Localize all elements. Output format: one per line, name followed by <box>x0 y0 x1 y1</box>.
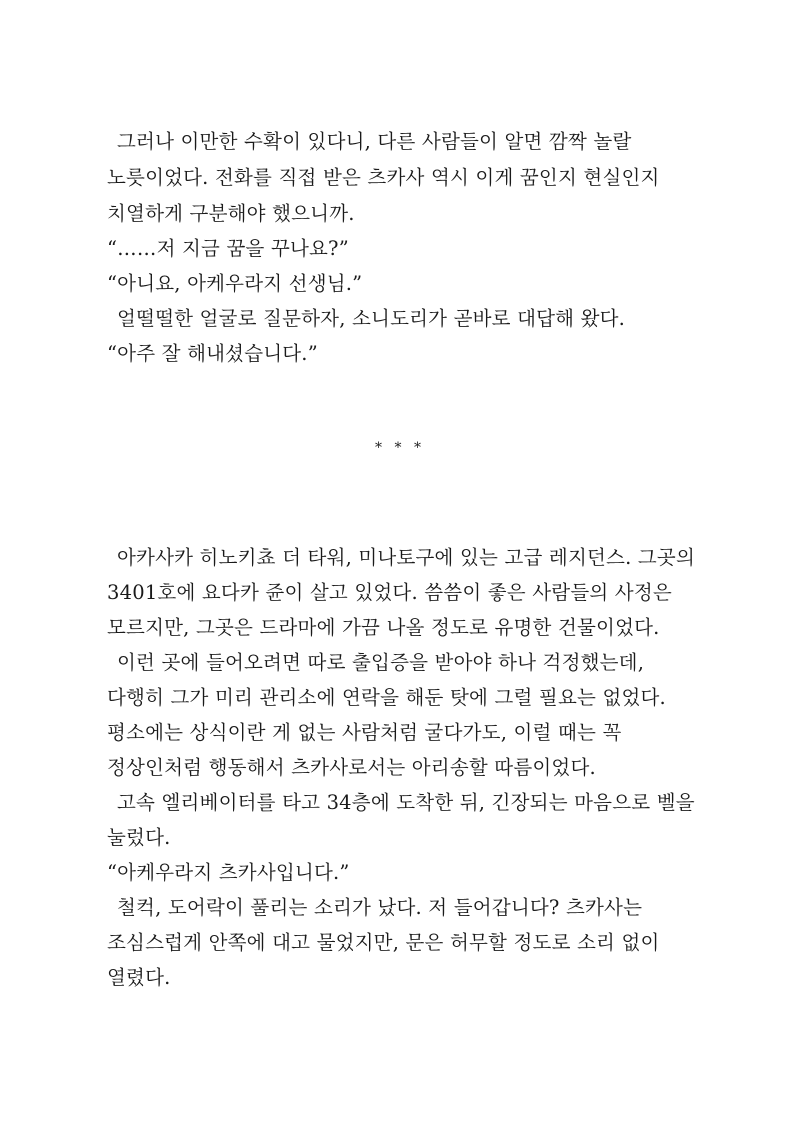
paragraph-line: 정상인처럼 행동해서 츠카사로서는 아리송할 따름이었다. <box>107 756 596 779</box>
paragraph-line: 눌렀다. <box>107 826 171 849</box>
dialogue-line: “아주 잘 해내셨습니다.” <box>107 342 318 365</box>
paragraph-line: 열렸다. <box>107 966 171 989</box>
paragraph-line: 다행히 그가 미리 관리소에 연락을 해둔 탓에 그럴 필요는 없었다. <box>107 686 666 709</box>
paragraph-line: 3401호에 요다카 쥰이 살고 있었다. 씀씀이 좋은 사람들의 사정은 <box>107 581 672 604</box>
paragraph-line: 조심스럽게 안쪽에 대고 물었지만, 문은 허무할 정도로 소리 없이 <box>107 931 660 954</box>
paragraph-line: 얼떨떨한 얼굴로 질문하자, 소니도리가 곧바로 대답해 왔다. <box>117 307 626 330</box>
paragraph-line: 고속 엘리베이터를 타고 34층에 도착한 뒤, 긴장되는 마음으로 벨을 <box>117 791 695 814</box>
paragraph-line: 치열하게 구분해야 했으니까. <box>107 202 355 225</box>
paragraph-line: 아카사카 히노키쵸 더 타워, 미나토구에 있는 고급 레지던스. 그곳의 <box>117 546 695 569</box>
paragraph-line: 그러나 이만한 수확이 있다니, 다른 사람들이 알면 깜짝 놀랄 <box>117 130 632 153</box>
dialogue-line: “아케우라지 츠카사입니다.” <box>107 861 350 884</box>
dialogue-line: “……저 지금 꿈을 꾸나요?” <box>107 237 349 260</box>
paragraph-line: 모르지만, 그곳은 드라마에 가끔 나올 정도로 유명한 건물이었다. <box>107 616 660 639</box>
scene-separator: * * * <box>375 440 425 456</box>
paragraph-line: 철컥, 도어락이 풀리는 소리가 났다. 저 들어갑니다? 츠카사는 <box>117 896 643 919</box>
paragraph-line: 노릇이었다. 전화를 직접 받은 츠카사 역시 이게 꿈인지 현실인지 <box>107 166 660 189</box>
paragraph-line: 평소에는 상식이란 게 없는 사람처럼 굴다가도, 이럴 때는 꼭 <box>107 721 622 744</box>
dialogue-line: “아니요, 아케우라지 선생님.” <box>107 272 363 295</box>
paragraph-line: 이런 곳에 들어오려면 따로 출입증을 받아야 하나 걱정했는데, <box>117 651 645 674</box>
